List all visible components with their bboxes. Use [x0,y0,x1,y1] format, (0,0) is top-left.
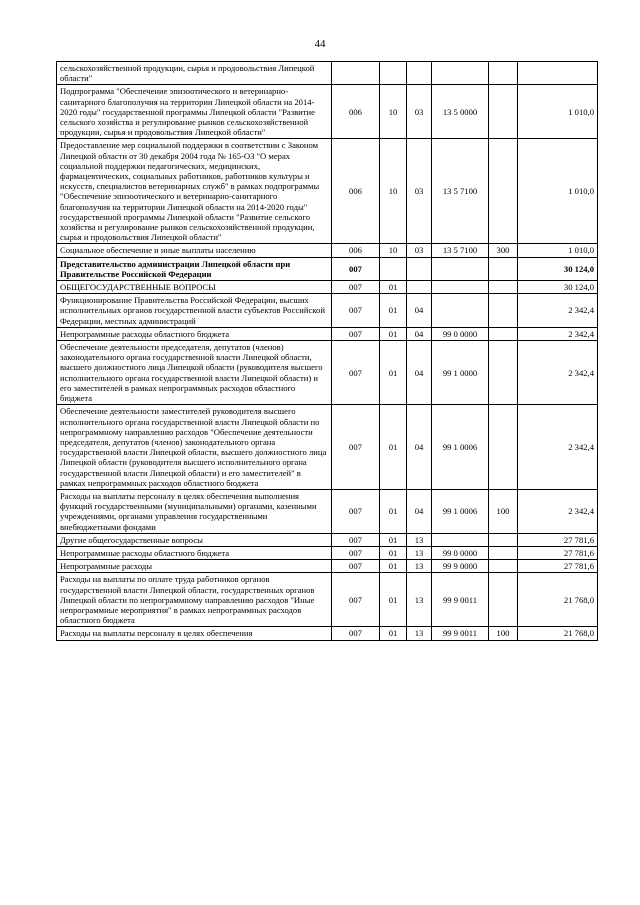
row-name: Обеспечение деятельности заместителей руководителя высшего исполнительного органа государственной власти Липецкой области по непрограммному направлению расходов "Обеспечение деятельности председателя, депутатов (членов) законодательного органа государственной власти Липецкой области, высшего должностного лица Липецкой области (руководителя высшего исполнительного органа государственной власти Липецкой области) и его заместителей" в рамках непрограммных расходов областного бюджета [57,405,332,490]
table-body [57,62,598,641]
table-row [57,139,598,244]
ministry-code: 007 [332,341,380,405]
target-article-code [432,281,489,294]
subsection-code: 03 [407,85,432,139]
section-code: 10 [380,244,407,257]
row-name: Функционирование Правительства Российской Федерации, высших исполнительных органов государственной власти субъектов Российской Федерации, местных администраций [57,294,332,328]
row-name: сельскохозяйственной продукции, сырья и продовольствия Липецкой области" [57,62,332,85]
target-article-code: 99 0 0000 [432,546,489,559]
amount: 2 342,4 [518,341,598,405]
amount: 21 768,0 [518,627,598,640]
ministry-code [332,62,380,85]
target-article-code: 13 5 7100 [432,139,489,244]
expense-type-code [489,533,518,546]
ministry-code: 007 [332,573,380,627]
ministry-code: 007 [332,546,380,559]
ministry-code: 007 [332,627,380,640]
row-name: Другие общегосударственные вопросы [57,533,332,546]
amount: 1 010,0 [518,85,598,139]
amount: 30 124,0 [518,257,598,280]
amount: 27 781,6 [518,546,598,559]
section-code: 01 [380,341,407,405]
expense-type-code [489,62,518,85]
table-row [57,405,598,490]
section-code: 01 [380,281,407,294]
row-name: Непрограммные расходы областного бюджета [57,327,332,340]
amount: 2 342,4 [518,405,598,490]
row-name: Социальное обеспечение и иные выплаты населению [57,244,332,257]
table-row [57,327,598,340]
section-code: 01 [380,546,407,559]
target-article-code: 99 0 0000 [432,327,489,340]
subsection-code: 04 [407,327,432,340]
section-code: 10 [380,139,407,244]
expense-type-code: 300 [489,244,518,257]
section-code: 01 [380,294,407,328]
ministry-code: 007 [332,294,380,328]
section-code: 01 [380,327,407,340]
amount: 30 124,0 [518,281,598,294]
subsection-code: 13 [407,573,432,627]
target-article-code: 13 5 7100 [432,244,489,257]
target-article-code: 99 9 0011 [432,627,489,640]
expense-type-code: 100 [489,627,518,640]
row-name: Обеспечение деятельности председателя, депутатов (членов) законодательного органа государственной власти Липецкой области, высшего должностного лица Липецкой области (руководителя высшего исполнительного органа государственной власти Липецкой области) и его заместителей в рамках непрограммных расходов областного бюджета [57,341,332,405]
amount: 27 781,6 [518,560,598,573]
expense-type-code [489,294,518,328]
ministry-code: 007 [332,560,380,573]
row-name: Непрограммные расходы [57,560,332,573]
table-row [57,573,598,627]
ministry-code: 007 [332,533,380,546]
row-name: ОБЩЕГОСУДАРСТВЕННЫЕ ВОПРОСЫ [57,281,332,294]
ministry-code: 007 [332,327,380,340]
table-row [57,244,598,257]
table-row [57,546,598,559]
row-name: Подпрограмма "Обеспечение эпизоотического и ветеринарно-санитарного благополучия на территории Липецкой области на 2014-2020 годы" государственной программы Липецкой области "Развитие сельского хозяйства и регулирование рынков сельскохозяйственной продукции, сырья и продовольствия Липецкой области" [57,85,332,139]
ministry-code: 007 [332,281,380,294]
table-row [57,85,598,139]
subsection-code [407,62,432,85]
target-article-code [432,533,489,546]
subsection-code: 04 [407,294,432,328]
subsection-code [407,257,432,280]
expense-type-code [489,405,518,490]
subsection-code: 03 [407,244,432,257]
amount [518,62,598,85]
target-article-code: 13 5 0000 [432,85,489,139]
expense-type-code [489,573,518,627]
table-row [57,294,598,328]
expense-type-code [489,341,518,405]
target-article-code: 99 9 0000 [432,560,489,573]
subsection-code: 04 [407,405,432,490]
subsection-code: 04 [407,489,432,533]
table-row [57,489,598,533]
amount: 27 781,6 [518,533,598,546]
budget-table [56,61,598,641]
expense-type-code [489,560,518,573]
table-row [57,560,598,573]
target-article-code: 99 1 0006 [432,405,489,490]
section-code: 01 [380,573,407,627]
amount: 1 010,0 [518,139,598,244]
subsection-code: 04 [407,341,432,405]
amount: 21 768,0 [518,573,598,627]
expense-type-code [489,257,518,280]
amount: 1 010,0 [518,244,598,257]
expense-type-code [489,139,518,244]
expense-type-code [489,281,518,294]
expense-type-code [489,546,518,559]
table-row [57,62,598,85]
table-row [57,257,598,280]
section-code: 01 [380,560,407,573]
table-row [57,533,598,546]
target-article-code [432,257,489,280]
subsection-code: 13 [407,546,432,559]
page-number: 44 [314,38,326,50]
expense-type-code: 100 [489,489,518,533]
ministry-code: 007 [332,489,380,533]
subsection-code: 13 [407,627,432,640]
row-name: Расходы на выплаты персоналу в целях обеспечения [57,627,332,640]
row-name: Непрограммные расходы областного бюджета [57,546,332,559]
row-name: Расходы на выплаты персоналу в целях обеспечения выполнения функций государственными (муниципальными) органами, казенными учреждениями, органами управления государственными внебюджетными фондами [57,489,332,533]
row-name: Расходы на выплаты по оплате труда работников органов государственной власти Липецкой области, государственных органов Липецкой области по непрограммному направлению расходов "Иные непрограммные мероприятия" в рамках непрограммных расходов областного бюджета [57,573,332,627]
row-name: Предоставление мер социальной поддержки в соответствии с Законом Липецкой области от 30 декабря 2004 года № 165-ОЗ "О мерах социальной поддержки педагогических, медицинских, фармацевтических, социальных работников, работников культуры и искусств, специалистов ветеринарных служб" в рамках подпрограммы "Обеспечение эпизоотического и ветеринарно-санитарного благополучия на территории Липецкой области на 2014-2020 годы" государственной программы Липецкой области "Развитие сельского хозяйства и регулирование рынков сельскохозяйственной продукции, сырья и продовольствия Липецкой области" [57,139,332,244]
target-article-code [432,294,489,328]
section-code: 10 [380,85,407,139]
subsection-code: 03 [407,139,432,244]
subsection-code: 13 [407,560,432,573]
section-code: 01 [380,533,407,546]
row-name: Представительство администрации Липецкой области при Правительстве Российской Федерации [57,257,332,280]
amount: 2 342,4 [518,327,598,340]
ministry-code: 006 [332,139,380,244]
section-code: 01 [380,405,407,490]
target-article-code: 99 1 0000 [432,341,489,405]
amount: 2 342,4 [518,294,598,328]
expense-type-code [489,85,518,139]
target-article-code: 99 1 0006 [432,489,489,533]
table-row [57,341,598,405]
section-code [380,257,407,280]
target-article-code [432,62,489,85]
section-code: 01 [380,627,407,640]
ministry-code: 007 [332,405,380,490]
table-row [57,281,598,294]
ministry-code: 007 [332,257,380,280]
table-row [57,627,598,640]
section-code: 01 [380,489,407,533]
subsection-code: 13 [407,533,432,546]
expense-type-code [489,327,518,340]
ministry-code: 006 [332,85,380,139]
subsection-code [407,281,432,294]
section-code [380,62,407,85]
amount: 2 342,4 [518,489,598,533]
target-article-code: 99 9 0011 [432,573,489,627]
ministry-code: 006 [332,244,380,257]
